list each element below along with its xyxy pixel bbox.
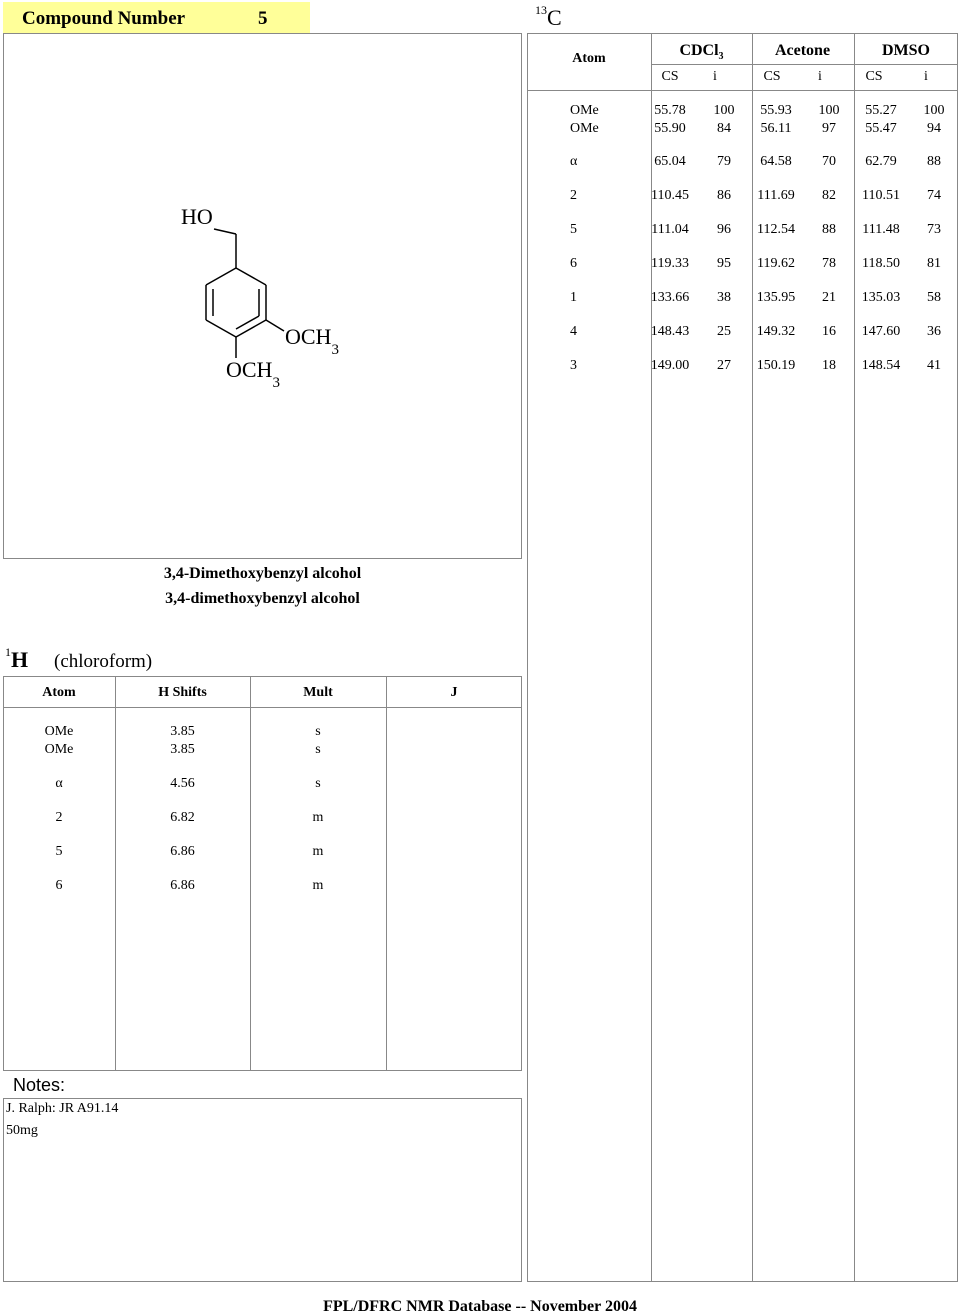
c13-cell: 38 <box>717 290 731 305</box>
nucleus-symbol: C <box>547 5 562 30</box>
h1-header-cell: Atom <box>42 685 76 700</box>
c13-cell: 55.90 <box>654 121 686 136</box>
c13-cell: 147.60 <box>861 324 901 339</box>
solvent-name-base: DMSO <box>882 42 930 59</box>
c13-cell: 86 <box>717 188 731 203</box>
ho-label: HO <box>181 204 213 229</box>
c13-cell: 135.03 <box>861 290 901 305</box>
notes-title: Notes: <box>13 1075 66 1095</box>
c13-cell: 100 <box>713 103 735 118</box>
c13-cell: 25 <box>717 324 731 339</box>
c13-subheader: CS <box>661 69 679 84</box>
c13-cell: 55.27 <box>865 103 897 118</box>
c13-cell: 84 <box>717 121 731 136</box>
c13-row-atom: 1 <box>570 290 577 305</box>
c13-row-atom: 5 <box>570 222 577 237</box>
c13-cell: 55.78 <box>654 103 686 118</box>
notes-line-2: 50mg <box>6 1123 38 1138</box>
c13-cell: 135.95 <box>756 290 796 305</box>
c13-col-sep <box>854 33 855 1282</box>
solvent-name-base: CDCl <box>679 42 719 59</box>
c13-cell: 100 <box>923 103 945 118</box>
c13-cell: 88 <box>927 154 941 169</box>
compound-label: Compound Number <box>22 8 186 29</box>
structure-drawing <box>0 0 530 400</box>
c13-row-atom: α <box>570 154 578 169</box>
c13-cell: 150.19 <box>756 358 796 373</box>
notes-line-1: J. Ralph: JR A91.14 <box>6 1101 119 1116</box>
solvent-name <box>854 42 958 60</box>
c13-cell: 73 <box>927 222 941 237</box>
h1-row-mult: m <box>312 878 324 893</box>
och3-right-base: OCH <box>285 324 332 349</box>
h1-header-cell: H Shifts <box>158 685 207 700</box>
c13-cell: 94 <box>927 121 941 136</box>
h1-row-shift: 3.85 <box>170 742 195 757</box>
c13-subheader: i <box>924 69 928 84</box>
h1-row-atom: 2 <box>55 810 63 825</box>
c13-cell: 111.69 <box>757 188 795 203</box>
c13-cell: 118.50 <box>862 256 900 271</box>
c13-subheader: i <box>713 69 717 84</box>
c13-cell: 18 <box>822 358 836 373</box>
c13-cell: 97 <box>822 121 836 136</box>
h1-row-shift: 4.56 <box>170 776 195 791</box>
footer: FPL/DFRC NMR Database -- November 2004 <box>323 1298 637 1315</box>
c13-row-atom: 3 <box>570 358 577 373</box>
c13-cell: 96 <box>717 222 731 237</box>
h1-row-mult: s <box>315 724 321 739</box>
c13-cell: 64.58 <box>760 154 792 169</box>
c13-cell: 27 <box>717 358 731 373</box>
h1-header-cell: J <box>450 685 458 700</box>
c13-cell: 21 <box>822 290 836 305</box>
c13-cell: 133.66 <box>650 290 690 305</box>
c13-cell: 56.11 <box>760 121 792 136</box>
h1-row-mult: m <box>312 844 324 859</box>
c13-cell: 119.62 <box>757 256 795 271</box>
solvent-name <box>752 42 853 60</box>
notes-frame <box>3 1098 522 1282</box>
solvent-name <box>651 42 752 63</box>
compound-name-2: 3,4-dimethoxybenzyl alcohol <box>165 590 360 607</box>
c13-cell: 110.45 <box>651 188 689 203</box>
h1-nucleus-mass: 1 <box>5 644 11 659</box>
c13-cell: 148.43 <box>650 324 690 339</box>
h1-header-cell: Mult <box>303 685 333 700</box>
compound-number: 5 <box>258 8 268 29</box>
h1-row-atom: OMe <box>44 724 74 739</box>
h1-solvent: (chloroform) <box>54 651 153 672</box>
solvent-name-base: Acetone <box>774 42 831 59</box>
och3-bottom-label <box>226 357 280 392</box>
h1-row-mult: m <box>312 810 324 825</box>
c13-row-atom: 2 <box>570 188 577 203</box>
c13-subheader: CS <box>763 69 781 84</box>
h1-header-rule <box>3 707 522 708</box>
c13-cell: 16 <box>822 324 836 339</box>
h1-col-sep <box>386 676 387 1071</box>
c13-cell: 111.48 <box>862 222 900 237</box>
c13-cell: 41 <box>927 358 941 373</box>
h1-row-atom: 5 <box>55 844 63 859</box>
c13-cell: 100 <box>818 103 840 118</box>
c13-cell: 95 <box>717 256 731 271</box>
och3-right-label <box>285 324 339 359</box>
h1-row-shift: 6.86 <box>170 844 195 859</box>
c13-table-frame <box>527 33 958 1282</box>
c13-cell: 112.54 <box>757 222 795 237</box>
c13-cell: 148.54 <box>861 358 901 373</box>
och3-bottom-sub: 3 <box>272 375 280 392</box>
h1-row-atom: OMe <box>44 742 74 757</box>
c13-cell: 82 <box>822 188 836 203</box>
c13-cell: 78 <box>822 256 836 271</box>
c13-row-atom: 6 <box>570 256 577 271</box>
c13-cell: 111.04 <box>651 222 689 237</box>
c13-atom-header: Atom <box>572 51 606 66</box>
c13-cell: 55.47 <box>865 121 897 136</box>
c13-cell: 74 <box>927 188 941 203</box>
c13-row-atom: OMe <box>570 121 599 136</box>
h1-row-shift: 3.85 <box>170 724 195 739</box>
c13-cell: 119.33 <box>651 256 689 271</box>
och3-bottom-base: OCH <box>226 357 273 382</box>
h1-row-mult: s <box>315 776 321 791</box>
h1-row-mult: s <box>315 742 321 757</box>
och3-right-sub: 3 <box>331 342 339 359</box>
c13-cell: 110.51 <box>862 188 900 203</box>
h1-row-atom: 6 <box>55 878 63 893</box>
c13-cell: 70 <box>822 154 836 169</box>
c13-cell: 36 <box>927 324 941 339</box>
benzene-ring <box>206 229 284 358</box>
c13-col-sep <box>752 33 753 1282</box>
c13-cell: 149.00 <box>650 358 690 373</box>
h1-row-shift: 6.82 <box>170 810 195 825</box>
c13-cell: 55.93 <box>760 103 792 118</box>
c13-title <box>535 2 562 30</box>
h1-row-shift: 6.86 <box>170 878 195 893</box>
nucleus-mass: 13 <box>535 2 547 17</box>
c13-cell: 62.79 <box>865 154 897 169</box>
c13-cell: 81 <box>927 256 941 271</box>
c13-cell: 65.04 <box>654 154 686 169</box>
h1-title <box>5 644 29 672</box>
c13-row-atom: OMe <box>570 103 599 118</box>
c13-cell: 58 <box>927 290 941 305</box>
c13-subheader: i <box>818 69 822 84</box>
c13-cell: 79 <box>717 154 731 169</box>
c13-row-atom: 4 <box>570 324 577 339</box>
c13-cell: 149.32 <box>756 324 796 339</box>
h1-row-atom: α <box>55 776 63 791</box>
solvent-name-sub: 3 <box>718 51 724 63</box>
h1-nucleus-symbol: H <box>11 647 29 672</box>
compound-name-1: 3,4-Dimethoxybenzyl alcohol <box>163 565 362 582</box>
c13-col-sep <box>651 33 652 1282</box>
c13-sub-rule <box>651 64 958 65</box>
c13-cell: 88 <box>822 222 836 237</box>
c13-subheader: CS <box>865 69 883 84</box>
c13-header-rule <box>527 90 958 91</box>
